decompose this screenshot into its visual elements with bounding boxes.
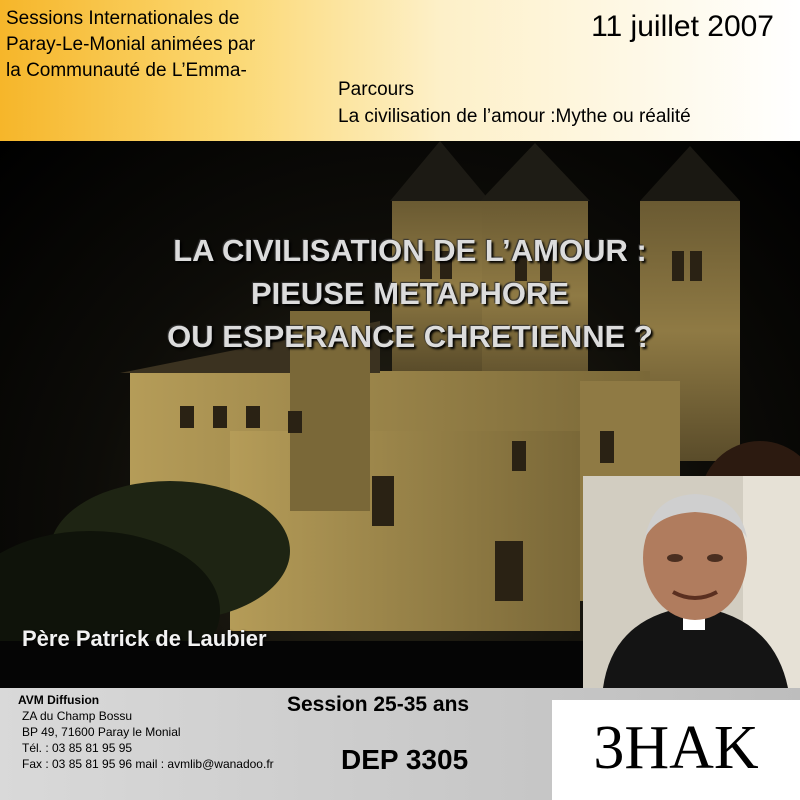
- portrait-illustration: [583, 476, 800, 688]
- phone-line: Tél. : 03 85 81 95 95: [22, 741, 133, 755]
- title-line-3: OU ESPERANCE CHRETIENNE ?: [167, 319, 653, 354]
- header-banner: [0, 0, 800, 141]
- title-line-1: LA CIVILISATION DE L’AMOUR :: [173, 233, 647, 268]
- session-date: 11 juillet 2007: [591, 10, 774, 43]
- distributor-info: [18, 692, 274, 772]
- speaker-name: Père Patrick de Laubier: [22, 626, 267, 651]
- speaker-portrait: [583, 476, 800, 688]
- catalog-code-box: [552, 700, 800, 800]
- course-title: Parcours La civilisation de l’amour :Mythe ou réalité: [338, 79, 691, 127]
- session-label: Session 25-35 ans: [287, 693, 470, 716]
- address-line: ZA du Champ Bossu: [22, 709, 133, 723]
- fax-mail-line: Fax : 03 85 81 95 96 mail : avmlib@wanadoo.fr: [22, 757, 274, 771]
- footer-bar: [0, 688, 800, 800]
- dep-number: DEP 3305: [341, 744, 469, 775]
- organizer-text: Sessions Internationales de Paray-Le-Monial animées par la Communauté de L’Emma-: [6, 8, 256, 81]
- catalog-code: 3HAK: [593, 714, 759, 782]
- address-line: BP 49, 71600 Paray le Monial: [22, 725, 181, 739]
- distributor-name: AVM Diffusion: [18, 693, 100, 707]
- talk-title: [0, 229, 800, 358]
- title-line-2: PIEUSE METAPHORE: [250, 276, 570, 311]
- basilica-photo: [0, 141, 800, 688]
